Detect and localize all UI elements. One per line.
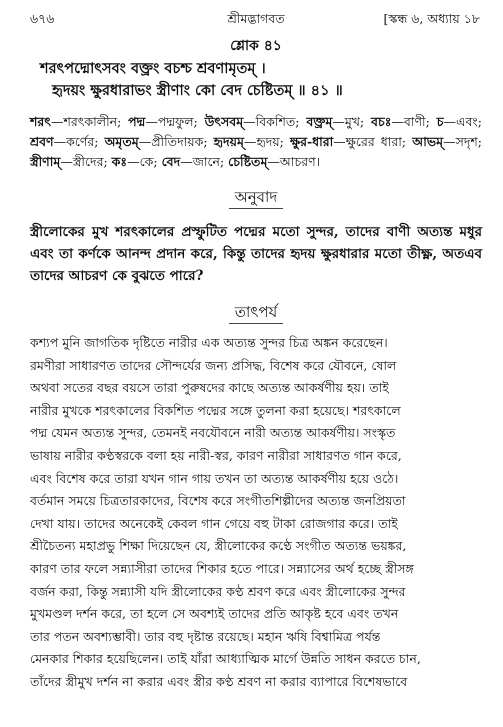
page-number: ৬৭৬: [30, 11, 55, 26]
synonym-term: কঃ: [111, 154, 128, 169]
synonym-meaning: কে;: [139, 154, 162, 169]
synonym-meaning: প্রীতিদায়ক;: [151, 134, 214, 149]
canto-chapter: [স্কন্ধ ৬, অধ্যায় ১৮: [383, 11, 480, 26]
purport-line: তার পতন অবশ্যম্ভাবী। তার বহু দৃষ্টান্ত রয়েছে। মহান ঋষি বিশ্বামিত্র পর্যন্ত: [30, 628, 381, 644]
purport-line: দেখা যায়। তাদের অনেকেই কেবল গান গেয়ে বহু টাকা রোজগার করে। তাই: [30, 515, 398, 531]
translation-heading: [30, 186, 482, 211]
synonym-meaning: পদ্মফুল;: [157, 114, 205, 129]
book-title: শ্রীমদ্ভাগবত: [227, 11, 285, 26]
synonym-meaning: জানে;: [192, 154, 229, 169]
purport-line: এবং বিশেষ করে তারা যখন গান গায় তখন তা অত্যন্ত আকর্ষণীয় হয়ে ওঠে।: [30, 470, 399, 486]
synonym-term: শরৎ: [30, 114, 51, 129]
purport-heading: [30, 301, 482, 326]
purport-line: বর্জন করা, কিন্তু সন্ন্যাসী যদি স্ত্রীলোকের কণ্ঠ শ্রবণ করে এবং স্ত্রীলোকের সুন্দর: [30, 583, 406, 599]
synonym-term: ক্ষুর-ধারা: [289, 134, 334, 149]
synonym-term: হৃদয়ম্: [213, 134, 244, 149]
synonym-meaning: শরৎকালীন;: [63, 114, 129, 129]
synonym-term: বেদ: [161, 154, 181, 169]
synonym-term: স্ত্রীণাম্: [30, 154, 61, 169]
synonym-meaning: স্ত্রীদের;: [72, 154, 112, 169]
purport-line: রমণীরা সাধারণত তাদের সৌন্দর্যের জন্য প্রসিদ্ধ, বিশেষ করে যৌবনে, ষোল: [30, 357, 397, 373]
purport-line: অথবা সতের বছর বয়সে তারা পুরুষদের কাছে অত্যন্ত আকর্ষণীয় হয়। তাই: [30, 380, 389, 396]
verse-line-1: শরৎপদ্মোৎসবং বক্ত্রং বচশ্চ শ্রবণামৃতম্ ।: [40, 60, 266, 77]
synonym-term: উৎসবম্: [204, 114, 244, 129]
verse-text: [30, 58, 482, 102]
synonyms: শরৎ—শরৎকালীন; পদ্ম—পদ্মফুল; উৎসবম্—বিকশিত; বক্ত্রম্—মুখ; বচঃ—বাণী; চ—এবং; শ্রবণ—কর্ণের; অমৃতম্—প্রীতিদায়ক; হৃদয়ম্—হৃদয়; ক্ষুর-ধারা—ক্ষুরের ধারা; আভম্—সদৃশ; স্ত্রীণাম্—স্ত্রীদের; কঃ—কে; বেদ—জানে; চেষ্টিতম্—আচরণ।: [30, 114, 482, 169]
purport-line: পদ্ম যেমন অত্যন্ত সুন্দর, তেমনই নবযৌবনে নারী অত্যন্ত আকর্ষণীয়। সংস্কৃত: [30, 425, 396, 441]
purport-line: বর্তমান সময়ে চিত্রতারকাদের, বিশেষ করে সংগীতশিল্পীদের অত্যন্ত জনপ্রিয়তা: [30, 493, 406, 509]
synonym-meaning: কর্ণের;: [66, 134, 105, 149]
purport-line: নারীর মুখকে শরৎকালের বিকশিত পদ্মের সঙ্গে তুলনা করা হয়েছে। শরৎকালে: [30, 402, 401, 418]
synonym-meaning: বাণী;: [403, 114, 437, 129]
synonym-meaning: সদৃশ;: [455, 134, 482, 149]
purport-line: তাঁদের স্ত্রীমুখ দর্শন না করার এবং স্ত্রীর কণ্ঠ শ্রবণ না করার ব্যাপারে বিশেষভাবে: [30, 673, 408, 689]
synonym-term: বচঃ: [371, 114, 392, 129]
verse-heading: শ্লোক ৪১: [230, 38, 282, 54]
synonym-term: বক্ত্রম্: [306, 114, 333, 129]
purport-line: ভাষায় নারীর কণ্ঠস্বরকে বলা হয় নারী-স্বর, কারণ নারীরা সাধারণত গান করে,: [30, 447, 402, 463]
synonym-term: চেষ্টিতম্: [228, 154, 268, 169]
translation-heading-text: অনুবাদ: [229, 188, 284, 209]
synonym-meaning: এবং;: [455, 114, 482, 129]
synonym-meaning: মুখ;: [344, 114, 372, 129]
synonym-meaning: হৃদয়;: [256, 134, 290, 149]
purport-line: মেনকার শিকার হয়েছিলেন। তাই যাঁরা আধ্যাত্মিক মার্গে উন্নতি সাধন করতে চান,: [30, 651, 421, 667]
synonym-meaning: বিকশিত;: [255, 114, 307, 129]
page-header: [30, 8, 482, 30]
purport-line: শ্রীচৈতন্য মহাপ্রভু শিক্ষা দিয়েছেন যে, স্ত্রীলোকের কণ্ঠে সংগীত অত্যন্ত ভয়ঙ্কর,: [30, 538, 407, 554]
verse-line-2: হৃদয়ং ক্ষুরধারাভং স্ত্রীণাং কো বেদ চেষ্টিতম্ ॥ ৪১ ॥: [52, 82, 343, 99]
purport-heading-text: তাৎপর্য: [229, 303, 283, 324]
synonym-term: অমৃতম্: [104, 134, 139, 149]
synonym-term: আভম্: [412, 134, 444, 149]
synonym-meaning: আচরণ।: [279, 154, 321, 169]
synonym-term: চ: [436, 114, 444, 129]
purport-line: মুখমণ্ডল দর্শন করে, তা হলে সে অবশ্যই তাদের প্রতি আকৃষ্ট হবে এবং তখন: [30, 606, 399, 622]
purport-line: কশ্যপ মুনি জাগতিক দৃষ্টিতে নারীর এক অত্যন্ত সুন্দর চিত্র অঙ্কন করেছেন।: [30, 335, 388, 350]
page: [30, 8, 482, 694]
purport: [30, 332, 482, 694]
synonym-term: শ্রবণ: [30, 134, 54, 149]
purport-line: কারণ তার ফলে সন্ন্যাসীরা তাদের শিকার হতে পারে। সন্ন্যাসের অর্থ হচ্ছে স্ত্রীসঙ্গ: [30, 560, 414, 576]
synonym-term: পদ্ম: [128, 114, 146, 129]
translation: স্ত্রীলোকের মুখ শরৎকালের প্রস্ফুটিত পদ্মের মতো সুন্দর, তাদের বাণী অত্যন্ত মধুর এবং তা কর্ণকে আনন্দ প্রদান করে, কিন্তু তাদের হৃদয় ক্ষুরধারার মতো তীক্ষ্ণ, অতএব তাদের আচরণ কে বুঝতে পারে?: [30, 224, 482, 284]
synonym-meaning: ক্ষুরের ধারা;: [345, 134, 413, 149]
